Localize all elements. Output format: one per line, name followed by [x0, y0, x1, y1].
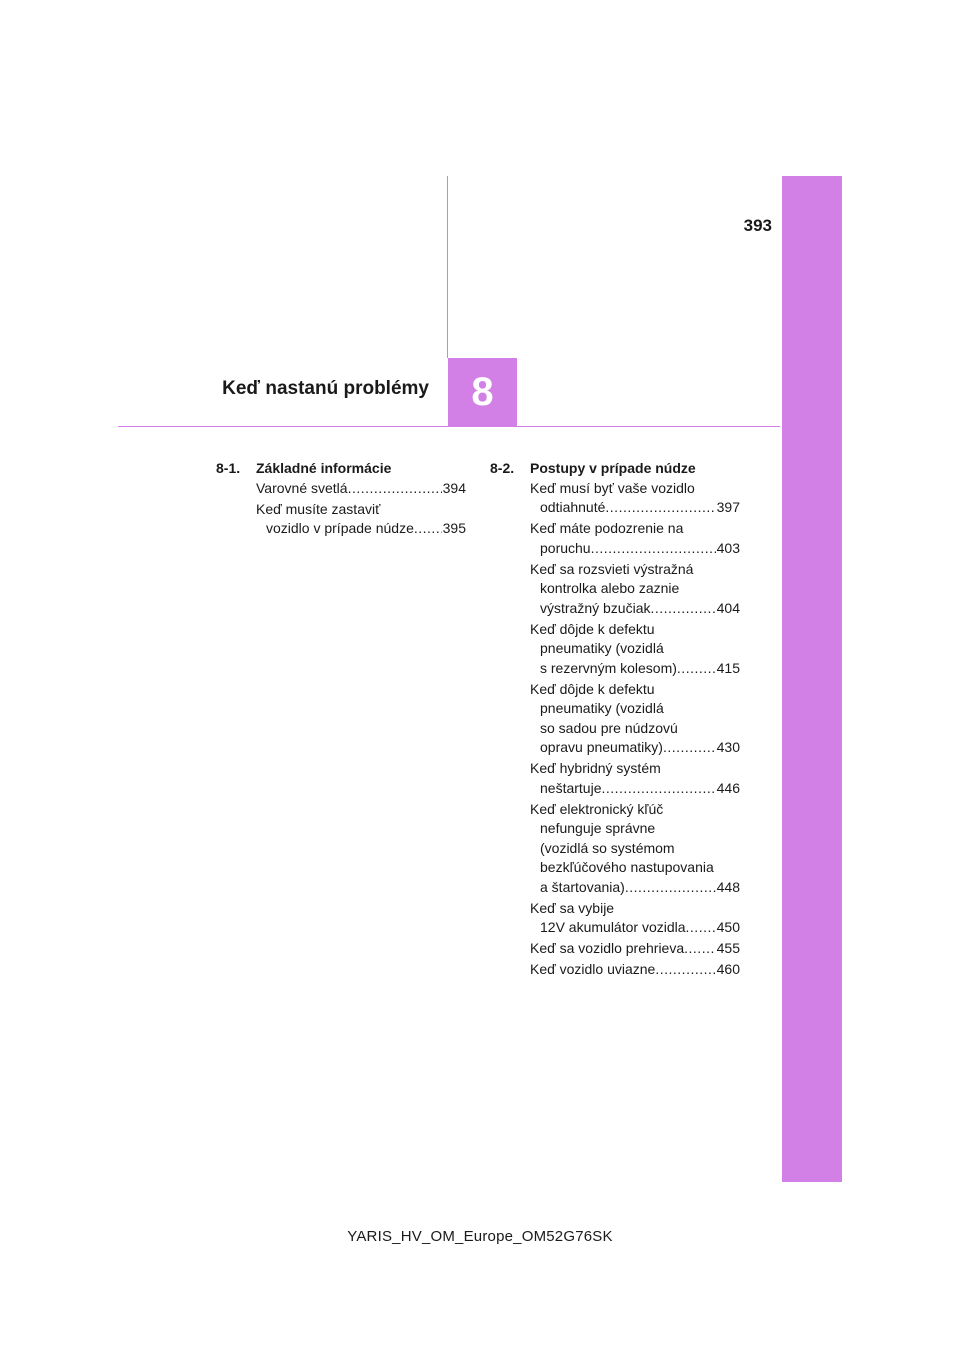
- dot-leader: [655, 960, 715, 980]
- toc-section-8-1: [216, 459, 466, 540]
- toc-entry[interactable]: [530, 960, 740, 980]
- toc-entry-text: Keď máte podozrenie na: [530, 520, 684, 536]
- toc-entry[interactable]: [530, 479, 740, 518]
- toc-entry[interactable]: [530, 620, 740, 679]
- dot-leader: [348, 479, 442, 499]
- toc-entry-text: odtiahnuté: [540, 499, 606, 515]
- toc-entry-text: Keď musíte zastaviť: [256, 500, 381, 517]
- toc-entry-text: pneumatiky (vozidlá: [540, 700, 664, 716]
- toc-entry-text: Keď elektronický kľúč: [530, 800, 664, 817]
- section-heading: [216, 459, 466, 479]
- section-entries: [216, 479, 466, 539]
- toc-entry[interactable]: [530, 759, 740, 798]
- dot-leader: [601, 779, 715, 799]
- toc-entry-text: bezkľúčového nastupovania: [540, 859, 714, 875]
- toc-entry-page: 450: [716, 919, 740, 935]
- toc-entry-text: so sadou pre núdzovú: [540, 719, 678, 736]
- toc-entry-text: a štartovania): [540, 878, 625, 895]
- toc-entry-page: 397: [716, 499, 740, 515]
- toc-entry[interactable]: [256, 479, 466, 499]
- header-vertical-rule: [447, 176, 448, 358]
- section-title: Základné informácie: [256, 460, 392, 476]
- section-number: 8-2.: [490, 460, 515, 476]
- toc-entry-text: Keď sa vozidlo prehrieva: [530, 940, 685, 956]
- toc-entry-leader-line: [530, 659, 740, 679]
- toc-entry-text: Keď sa rozsvieti výstražná: [530, 560, 694, 577]
- toc-entry[interactable]: [530, 519, 740, 558]
- section-entries: [490, 479, 740, 980]
- toc-entry[interactable]: [530, 939, 740, 959]
- toc-section-8-2: [490, 459, 740, 981]
- dot-leader: [677, 659, 716, 679]
- toc-entry-page: 395: [442, 520, 466, 536]
- dot-leader: [591, 539, 716, 559]
- chapter-title: Keď nastanú problémy: [222, 378, 429, 399]
- toc-entry[interactable]: [530, 899, 740, 938]
- dot-leader: [605, 498, 715, 518]
- toc-entry-leader-line: [530, 960, 740, 980]
- toc-entry-page: 460: [716, 961, 740, 977]
- toc-entry[interactable]: [530, 560, 740, 619]
- toc-entry-page: 394: [442, 479, 466, 496]
- toc-entry-text: Varovné svetlá: [256, 479, 348, 496]
- section-number: 8-1.: [216, 460, 241, 476]
- toc-entry-leader-line: [530, 779, 740, 799]
- toc-entry-text: kontrolka alebo zaznie: [540, 580, 680, 596]
- toc-entry-page: 403: [716, 539, 740, 556]
- dot-leader: [686, 918, 716, 938]
- toc-entry-leader-line: [530, 599, 740, 619]
- dot-leader: [684, 939, 716, 959]
- toc-entry-text: výstražný bzučiak: [540, 599, 651, 616]
- toc-entry-text: vozidlo v prípade núdze: [266, 520, 414, 536]
- toc-entry-text: nefunguje správne: [540, 820, 656, 836]
- chapter-number-box: [448, 358, 517, 426]
- toc-entry-text: 12V akumulátor vozidla: [540, 919, 686, 935]
- toc-entry-text: Keď musí byť vaše vozidlo: [530, 479, 695, 496]
- dot-leader: [414, 519, 442, 539]
- toc-entry-page: 448: [716, 878, 740, 895]
- toc-entry-text: pneumatiky (vozidlá: [540, 640, 664, 656]
- toc-entry-page: 455: [716, 940, 740, 956]
- toc-entry-leader-line: [256, 519, 466, 539]
- toc-entry-text: (vozidlá so systémom: [540, 839, 675, 856]
- toc-entry-text: s rezervným kolesom): [540, 659, 677, 676]
- toc-entry-text: Keď sa vybije: [530, 899, 615, 916]
- document-footer: YARIS_HV_OM_Europe_OM52G76SK: [347, 1228, 613, 1245]
- toc-entry-text: poruchu: [540, 539, 591, 556]
- toc-entry-leader-line: [530, 939, 740, 959]
- toc-entry-page: 404: [716, 599, 740, 616]
- toc-entry[interactable]: [530, 800, 740, 898]
- toc-entry-leader-line: [530, 918, 740, 938]
- toc-entry-leader-line: [530, 539, 740, 559]
- toc-entry-text: Keď vozidlo uviazne: [530, 961, 656, 977]
- toc-entry-leader-line: [530, 878, 740, 898]
- dot-leader: [625, 878, 716, 898]
- page-number: 393: [743, 216, 772, 235]
- toc-entry-leader-line: [256, 479, 466, 499]
- toc-entry-text: Keď dôjde k defektu: [530, 620, 655, 637]
- toc-entry-page: 415: [716, 659, 740, 676]
- toc-entry-leader-line: [530, 498, 740, 518]
- toc-entry-text: Keď hybridný systém: [530, 760, 661, 776]
- header-horizontal-rule: [118, 426, 780, 427]
- dot-leader: [650, 599, 715, 619]
- toc-entry-text: Keď dôjde k defektu: [530, 680, 655, 697]
- toc-entry-text: opravu pneumatiky): [540, 739, 663, 755]
- chapter-side-tab: [782, 176, 842, 1182]
- toc-entry[interactable]: [256, 500, 466, 539]
- dot-leader: [663, 738, 716, 758]
- toc-entry-text: neštartuje: [540, 779, 602, 796]
- toc-entry[interactable]: [530, 680, 740, 758]
- toc-entry-page: 446: [716, 779, 740, 796]
- section-heading: [490, 459, 740, 479]
- section-title: Postupy v prípade núdze: [530, 460, 696, 476]
- chapter-number: 8: [471, 369, 494, 414]
- toc-entry-leader-line: [530, 738, 740, 758]
- toc-entry-page: 430: [716, 739, 740, 755]
